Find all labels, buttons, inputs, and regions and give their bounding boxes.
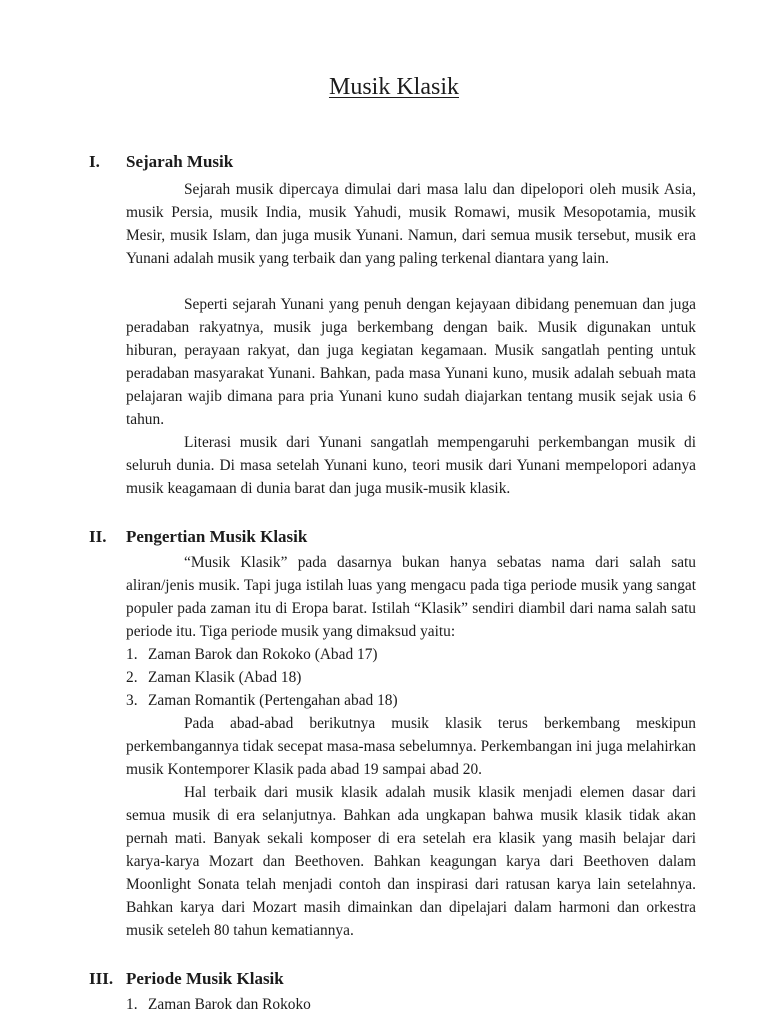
paragraph: Pada abad-abad berikutnya musik klasik terus berkembang meskipun perkembangannya tidak secepat masa-masa sebelumnya. Perkembangan ini juga melahirkan musik Kontemporer Klasik pada abad 19 sampai abad 20.: [126, 715, 696, 778]
section-number: III.: [89, 969, 114, 988]
paragraph: Seperti sejarah Yunani yang penuh dengan kejayaan dibidang penemuan dan juga peradaban rakyatnya, musik juga berkembang dengan baik. Musik digunakan untuk hiburan, perayaan rakyat, dan juga kegiatan kegamaan. Musik sangatlah penting untuk peradaban masyarakat Yunani. Bahkan, pada masa Yunani kuno, musik adalah sebuah mata pelajaran wajib dimana para pria Yunani kuno sudah diajarkan tentang musik sejak usia 6 tahun.: [126, 296, 696, 428]
section-number: I.: [89, 152, 100, 171]
section-heading: [89, 527, 307, 547]
list-item: 2. Zaman Klasik (Abad 18): [126, 669, 302, 686]
list-item: 3. Zaman Romantik (Pertengahan abad 18): [126, 692, 398, 709]
section-heading: [89, 969, 284, 989]
paragraph: Hal terbaik dari musik klasik adalah musik klasik menjadi elemen dasar dari semua musik di era selanjutnya. Bahkan ada ungkapan bahwa musik klasik tidak akan pernah mati. Banyak sekali komposer di era setelah era klasik yang masih belajar dari karya-karya Mozart dan Beethoven. Bahkan keagungan karya dari Beethoven dalam Moonlight Sonata telah menjadi contoh dan inspirasi dari ratusan karya lain setelahnya. Bahkan karya dari Mozart masih dimainkan dan dipelajari dalam harmoni dan orkestra musik seteleh 80 tahun kematiannya.: [126, 784, 696, 939]
period-list: [126, 993, 311, 1016]
list-item: 1. Zaman Barok dan Rokoko: [126, 996, 311, 1013]
section-title: Sejarah Musik: [126, 152, 234, 171]
section-title: Periode Musik Klasik: [126, 969, 284, 988]
paragraph: Sejarah musik dipercaya dimulai dari masa lalu dan dipelopori oleh musik Asia, musik Persia, musik India, musik Yahudi, musik Romawi, musik Mesopotamia, musik Mesir, musik Islam, dan juga musik Yunani. Namun, dari semua musik tersebut, musik era Yunani adalah musik yang terbaik dan yang paling terkenal diantara yang lain.: [126, 181, 696, 267]
period-list: [126, 643, 398, 712]
list-item: 1. Zaman Barok dan Rokoko (Abad 17): [126, 646, 378, 663]
section-number: II.: [89, 527, 107, 546]
document-title: Musik Klasik: [328, 74, 459, 100]
section-heading: [89, 152, 233, 172]
section-title: Pengertian Musik Klasik: [126, 527, 308, 546]
paragraph: Literasi musik dari Yunani sangatlah mempengaruhi perkembangan musik di seluruh dunia. Di masa setelah Yunani kuno, teori musik dari Yunani mempelopori adanya musik keagamaan di dunia barat dan juga musik-musik klasik.: [126, 434, 696, 497]
paragraph: “Musik Klasik” pada dasarnya bukan hanya sebatas nama dari salah satu aliran/jenis musik. Tapi juga istilah luas yang mengacu pada tiga periode musik yang sangat populer pada zaman itu di Eropa barat. Istilah “Klasik” sendiri diambil dari nama salah satu periode itu. Tiga periode musik yang dimaksud yaitu:: [126, 554, 696, 640]
